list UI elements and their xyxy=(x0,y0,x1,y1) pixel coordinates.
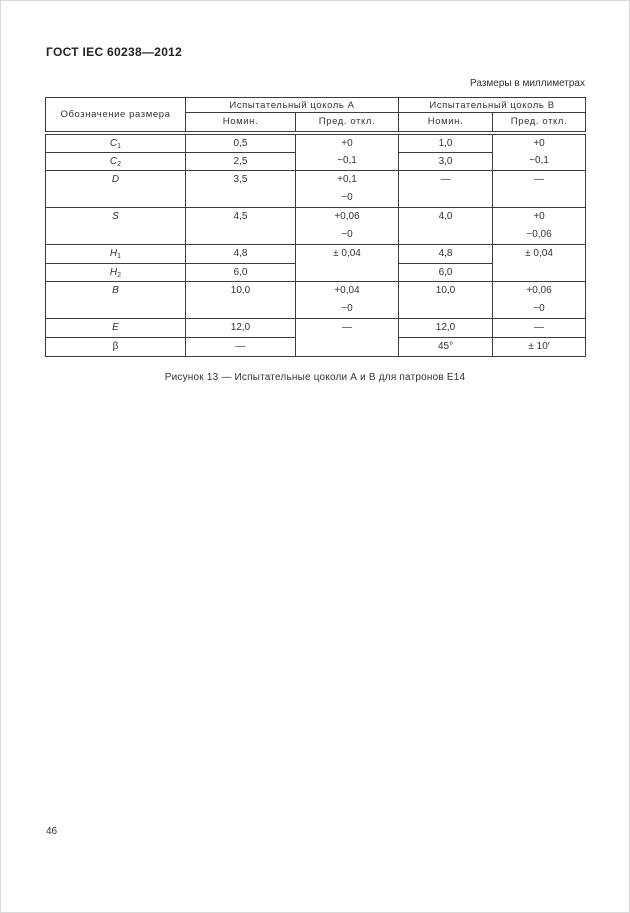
table-row-c1 xyxy=(46,133,586,153)
tolerance-line: +0 xyxy=(533,210,545,222)
dimensions-table xyxy=(45,97,586,357)
header-test-cap-a: Испытательный цоколь А xyxy=(186,98,399,113)
c-b-tolerance xyxy=(493,133,586,171)
units-note: Размеры в миллиметрах xyxy=(470,78,585,89)
tolerance-line: +0,06 xyxy=(526,284,552,296)
s-b-nominal: 4,0 xyxy=(399,207,493,244)
e-a-nominal: 12,0 xyxy=(186,318,296,337)
tolerance-line: −0 xyxy=(533,302,545,314)
tolerance-line: −0,1 xyxy=(337,155,357,166)
s-a-nominal: 4,5 xyxy=(186,207,296,244)
header-b-tolerance: Пред. откл. xyxy=(493,113,586,133)
size-subscript: 1 xyxy=(117,142,122,150)
size-letter: S xyxy=(112,210,119,222)
table-row-h1 xyxy=(46,244,586,263)
table-body xyxy=(46,133,586,357)
table-head xyxy=(46,98,586,133)
c-a-tolerance xyxy=(296,133,399,171)
size-label-beta xyxy=(46,337,186,356)
table-row-e xyxy=(46,318,586,337)
size-label-c1 xyxy=(46,133,186,153)
table-row-b xyxy=(46,281,586,318)
tolerance-line: +0,1 xyxy=(337,173,357,185)
size-letter: β xyxy=(112,340,119,352)
size-label-c2 xyxy=(46,152,186,170)
size-label-h2 xyxy=(46,263,186,281)
beta-b-tolerance: ± 10′ xyxy=(493,337,586,356)
c1-a-nominal: 0,5 xyxy=(186,133,296,153)
e-b-nominal: 12,0 xyxy=(399,318,493,337)
b-b-nominal: 10,0 xyxy=(399,281,493,318)
e-b-tolerance: — xyxy=(493,318,586,337)
e-a-tolerance: — xyxy=(296,318,399,356)
size-subscript: 2 xyxy=(117,160,122,168)
c2-a-nominal: 2,5 xyxy=(186,152,296,170)
figure-caption: Рисунок 13 — Испытательные цоколи А и В для патронов Е14 xyxy=(164,372,466,383)
d-a-tolerance xyxy=(296,170,399,207)
size-letter: H xyxy=(109,266,118,278)
tolerance-line: −0,06 xyxy=(526,228,552,240)
size-subscript: 2 xyxy=(117,271,122,279)
tolerance-line: +0,06 xyxy=(334,210,360,222)
beta-a-nominal: — xyxy=(186,337,296,356)
header-b-nominal: Номин. xyxy=(399,113,493,133)
size-letter: B xyxy=(112,284,119,296)
b-b-tolerance xyxy=(493,281,586,318)
doc-number: ГОСТ IEC 60238—2012 xyxy=(46,45,183,59)
h-b-tolerance: ± 0,04 xyxy=(493,244,586,281)
tolerance-line: +0,04 xyxy=(334,284,360,296)
c1-b-nominal: 1,0 xyxy=(399,133,493,153)
size-letter: C xyxy=(109,137,118,149)
size-letter: E xyxy=(112,321,119,333)
header-a-tolerance: Пред. откл. xyxy=(296,113,399,133)
header-a-nominal: Номин. xyxy=(186,113,296,133)
b-a-tolerance xyxy=(296,281,399,318)
s-b-tolerance xyxy=(493,207,586,244)
h2-b-nominal: 6,0 xyxy=(399,263,493,281)
tolerance-line: −0 xyxy=(341,302,353,314)
tolerance-line: +0 xyxy=(533,138,545,149)
header-row-groups xyxy=(46,98,586,113)
size-label-h1 xyxy=(46,244,186,263)
d-b-tolerance: — xyxy=(493,170,586,207)
tolerance-line: −0,1 xyxy=(529,155,549,166)
h-a-tolerance: ± 0,04 xyxy=(296,244,399,281)
size-label-e xyxy=(46,318,186,337)
size-subscript: 1 xyxy=(117,252,122,260)
size-letter: C xyxy=(109,155,118,167)
size-label-b xyxy=(46,281,186,318)
header-size-designation: Обозначение размера xyxy=(46,98,186,133)
b-a-nominal: 10,0 xyxy=(186,281,296,318)
c2-b-nominal: 3,0 xyxy=(399,152,493,170)
size-label-s xyxy=(46,207,186,244)
beta-b-nominal: 45° xyxy=(399,337,493,356)
page-number: 46 xyxy=(46,826,58,837)
size-letter: H xyxy=(109,247,118,259)
table-row-d xyxy=(46,170,586,207)
header-test-cap-b: Испытательный цоколь В xyxy=(399,98,586,113)
h1-b-nominal: 4,8 xyxy=(399,244,493,263)
tolerance-line: +0 xyxy=(341,138,353,149)
h1-a-nominal: 4,8 xyxy=(186,244,296,263)
size-letter: D xyxy=(111,173,120,185)
d-a-nominal: 3,5 xyxy=(186,170,296,207)
s-a-tolerance xyxy=(296,207,399,244)
table-row-s xyxy=(46,207,586,244)
d-b-nominal: — xyxy=(399,170,493,207)
tolerance-line: −0 xyxy=(341,228,353,240)
h2-a-nominal: 6,0 xyxy=(186,263,296,281)
size-label-d xyxy=(46,170,186,207)
tolerance-line: −0 xyxy=(341,191,353,203)
